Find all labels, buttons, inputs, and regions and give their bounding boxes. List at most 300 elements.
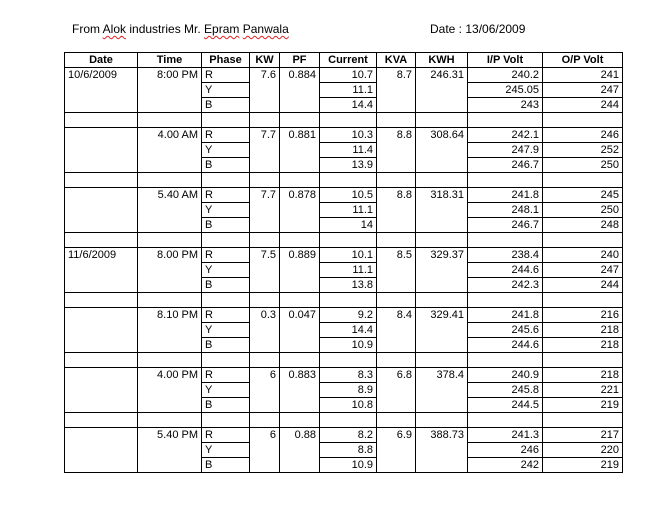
col-pf: PF	[280, 53, 320, 68]
col-date: Date	[65, 53, 138, 68]
cell-kva	[377, 338, 416, 353]
cell-kva	[377, 143, 416, 158]
cell-ip-volt: 242.1	[468, 128, 543, 143]
cell-kw	[250, 143, 280, 158]
cell-op-volt: 246	[543, 128, 623, 143]
cell-time	[138, 143, 202, 158]
cell-pf: 0.047	[280, 308, 320, 323]
empty-cell	[280, 413, 320, 428]
empty-cell	[138, 173, 202, 188]
cell-time	[138, 218, 202, 233]
col-current: Current	[320, 53, 377, 68]
empty-cell	[320, 353, 377, 368]
spacer-row	[65, 233, 623, 248]
cell-op-volt: 219	[543, 458, 623, 473]
table-row	[65, 158, 623, 173]
empty-cell	[543, 173, 623, 188]
table-row	[65, 398, 623, 413]
cell-kwh: 329.41	[416, 308, 468, 323]
cell-date	[65, 188, 138, 203]
cell-kwh	[416, 203, 468, 218]
empty-cell	[280, 113, 320, 128]
cell-phase: R	[202, 248, 250, 263]
cell-kw: 7.7	[250, 128, 280, 143]
cell-op-volt: 221	[543, 383, 623, 398]
empty-cell	[416, 233, 468, 248]
cell-kw: 0.3	[250, 308, 280, 323]
empty-cell	[377, 293, 416, 308]
cell-kva: 8.5	[377, 248, 416, 263]
cell-time	[138, 263, 202, 278]
cell-op-volt: 217	[543, 428, 623, 443]
empty-cell	[416, 413, 468, 428]
cell-kva	[377, 83, 416, 98]
cell-kva: 8.4	[377, 308, 416, 323]
cell-current: 10.5	[320, 188, 377, 203]
cell-current: 8.3	[320, 368, 377, 383]
cell-phase: R	[202, 128, 250, 143]
cell-pf: 0.88	[280, 428, 320, 443]
table-row	[65, 218, 623, 233]
cell-phase: R	[202, 308, 250, 323]
cell-date	[65, 128, 138, 143]
cell-date	[65, 383, 138, 398]
cell-time: 4.00 PM	[138, 368, 202, 383]
from-prefix: From	[72, 22, 103, 36]
empty-cell	[202, 353, 250, 368]
cell-phase: B	[202, 398, 250, 413]
empty-cell	[543, 293, 623, 308]
table-row	[65, 128, 623, 143]
empty-cell	[377, 173, 416, 188]
cell-kwh: 388.73	[416, 428, 468, 443]
empty-cell	[250, 233, 280, 248]
readings-table	[64, 52, 623, 473]
empty-cell	[377, 113, 416, 128]
empty-cell	[416, 353, 468, 368]
col-ip-volt: I/P Volt	[468, 53, 543, 68]
cell-op-volt: 218	[543, 323, 623, 338]
cell-pf: 0.884	[280, 68, 320, 83]
cell-kva: 6.8	[377, 368, 416, 383]
cell-ip-volt: 243	[468, 98, 543, 113]
cell-current: 10.1	[320, 248, 377, 263]
cell-date	[65, 218, 138, 233]
cell-time	[138, 383, 202, 398]
empty-cell	[468, 113, 543, 128]
cell-ip-volt: 244.6	[468, 263, 543, 278]
empty-cell	[468, 413, 543, 428]
cell-ip-volt: 245.05	[468, 83, 543, 98]
empty-cell	[320, 233, 377, 248]
cell-current: 10.7	[320, 68, 377, 83]
table-row	[65, 428, 623, 443]
cell-pf	[280, 458, 320, 473]
cell-kwh	[416, 263, 468, 278]
cell-pf	[280, 398, 320, 413]
cell-ip-volt: 246.7	[468, 218, 543, 233]
cell-date	[65, 158, 138, 173]
cell-kw	[250, 203, 280, 218]
cell-phase: R	[202, 188, 250, 203]
empty-cell	[280, 173, 320, 188]
cell-date	[65, 98, 138, 113]
cell-ip-volt: 242	[468, 458, 543, 473]
cell-kw	[250, 98, 280, 113]
cell-ip-volt: 238.4	[468, 248, 543, 263]
table-row	[65, 203, 623, 218]
cell-date	[65, 263, 138, 278]
table-row	[65, 68, 623, 83]
cell-time	[138, 323, 202, 338]
cell-kw: 7.6	[250, 68, 280, 83]
cell-phase: R	[202, 68, 250, 83]
cell-phase: Y	[202, 203, 250, 218]
cell-ip-volt: 244.6	[468, 338, 543, 353]
spacer-row	[65, 413, 623, 428]
spacer-row	[65, 353, 623, 368]
cell-date	[65, 308, 138, 323]
cell-time	[138, 443, 202, 458]
document-header	[72, 22, 542, 38]
cell-date	[65, 143, 138, 158]
cell-pf	[280, 98, 320, 113]
cell-pf: 0.878	[280, 188, 320, 203]
table-row	[65, 263, 623, 278]
empty-cell	[320, 113, 377, 128]
cell-pf: 0.889	[280, 248, 320, 263]
table-row	[65, 443, 623, 458]
cell-kwh	[416, 83, 468, 98]
cell-kva	[377, 323, 416, 338]
empty-cell	[320, 293, 377, 308]
cell-kw	[250, 458, 280, 473]
cell-phase: B	[202, 218, 250, 233]
cell-date	[65, 458, 138, 473]
col-phase: Phase	[202, 53, 250, 68]
col-time: Time	[138, 53, 202, 68]
table-row	[65, 323, 623, 338]
table-body	[65, 68, 623, 473]
cell-time	[138, 158, 202, 173]
empty-cell	[468, 353, 543, 368]
cell-current: 10.9	[320, 458, 377, 473]
cell-phase: B	[202, 338, 250, 353]
table-row	[65, 368, 623, 383]
table-row	[65, 338, 623, 353]
cell-kw	[250, 263, 280, 278]
table-row	[65, 143, 623, 158]
cell-op-volt: 248	[543, 218, 623, 233]
empty-cell	[202, 233, 250, 248]
empty-cell	[250, 113, 280, 128]
cell-ip-volt: 247.9	[468, 143, 543, 158]
cell-time	[138, 98, 202, 113]
cell-kw: 6	[250, 428, 280, 443]
empty-cell	[416, 293, 468, 308]
cell-kw: 7.5	[250, 248, 280, 263]
cell-kw	[250, 83, 280, 98]
cell-op-volt: 241	[543, 68, 623, 83]
cell-kva	[377, 398, 416, 413]
cell-phase: Y	[202, 323, 250, 338]
cell-kw: 6	[250, 368, 280, 383]
cell-pf	[280, 323, 320, 338]
empty-cell	[250, 293, 280, 308]
from-line	[72, 22, 289, 36]
empty-cell	[202, 413, 250, 428]
cell-kwh: 378.4	[416, 368, 468, 383]
cell-current: 14.4	[320, 323, 377, 338]
table-row	[65, 248, 623, 263]
col-kva: KVA	[377, 53, 416, 68]
cell-kva: 8.7	[377, 68, 416, 83]
empty-cell	[250, 353, 280, 368]
cell-op-volt: 245	[543, 188, 623, 203]
empty-cell	[250, 173, 280, 188]
cell-ip-volt: 245.6	[468, 323, 543, 338]
cell-kva	[377, 218, 416, 233]
cell-kw	[250, 323, 280, 338]
empty-cell	[138, 293, 202, 308]
cell-kw	[250, 398, 280, 413]
cell-kva	[377, 383, 416, 398]
cell-kva	[377, 278, 416, 293]
cell-current: 8.2	[320, 428, 377, 443]
cell-phase: B	[202, 158, 250, 173]
empty-cell	[280, 353, 320, 368]
from-company: Alok	[102, 22, 127, 36]
cell-current: 14	[320, 218, 377, 233]
empty-cell	[202, 293, 250, 308]
cell-kwh	[416, 338, 468, 353]
cell-current: 13.8	[320, 278, 377, 293]
cell-time	[138, 458, 202, 473]
cell-ip-volt: 241.3	[468, 428, 543, 443]
cell-phase: B	[202, 278, 250, 293]
cell-phase: Y	[202, 143, 250, 158]
cell-ip-volt: 242.3	[468, 278, 543, 293]
cell-kva: 6.9	[377, 428, 416, 443]
cell-ip-volt: 240.2	[468, 68, 543, 83]
col-op-volt: O/P Volt	[543, 53, 623, 68]
empty-cell	[65, 353, 138, 368]
cell-kwh	[416, 143, 468, 158]
cell-kw	[250, 443, 280, 458]
cell-kw	[250, 218, 280, 233]
cell-phase: B	[202, 458, 250, 473]
cell-ip-volt: 246.7	[468, 158, 543, 173]
cell-phase: Y	[202, 383, 250, 398]
cell-current: 10.9	[320, 338, 377, 353]
cell-kwh: 308.64	[416, 128, 468, 143]
cell-ip-volt: 241.8	[468, 308, 543, 323]
cell-date	[65, 278, 138, 293]
cell-kw	[250, 383, 280, 398]
cell-phase: B	[202, 98, 250, 113]
cell-time: 8:00 PM	[138, 68, 202, 83]
empty-cell	[320, 173, 377, 188]
cell-op-volt: 244	[543, 98, 623, 113]
empty-cell	[202, 173, 250, 188]
empty-cell	[202, 113, 250, 128]
cell-kwh: 318.31	[416, 188, 468, 203]
cell-ip-volt: 248.1	[468, 203, 543, 218]
cell-kwh	[416, 443, 468, 458]
empty-cell	[138, 113, 202, 128]
cell-phase: Y	[202, 83, 250, 98]
cell-date	[65, 338, 138, 353]
empty-cell	[65, 173, 138, 188]
empty-cell	[416, 113, 468, 128]
table-row	[65, 308, 623, 323]
cell-pf	[280, 338, 320, 353]
cell-time	[138, 398, 202, 413]
cell-date	[65, 203, 138, 218]
cell-pf	[280, 278, 320, 293]
spacer-row	[65, 293, 623, 308]
cell-pf	[280, 218, 320, 233]
cell-op-volt: 220	[543, 443, 623, 458]
cell-ip-volt: 241.8	[468, 188, 543, 203]
cell-op-volt: 218	[543, 338, 623, 353]
table-row	[65, 278, 623, 293]
cell-pf	[280, 203, 320, 218]
cell-pf	[280, 83, 320, 98]
table-row	[65, 98, 623, 113]
cell-kwh	[416, 398, 468, 413]
cell-current: 14.4	[320, 98, 377, 113]
cell-date	[65, 368, 138, 383]
cell-current: 11.4	[320, 143, 377, 158]
empty-cell	[280, 233, 320, 248]
cell-kwh	[416, 278, 468, 293]
cell-time	[138, 83, 202, 98]
table-row	[65, 188, 623, 203]
cell-kwh	[416, 98, 468, 113]
cell-kw	[250, 338, 280, 353]
table-row	[65, 83, 623, 98]
cell-pf	[280, 158, 320, 173]
cell-pf	[280, 263, 320, 278]
cell-time	[138, 338, 202, 353]
cell-phase: R	[202, 368, 250, 383]
cell-kva: 8.8	[377, 188, 416, 203]
cell-kva	[377, 263, 416, 278]
empty-cell	[65, 413, 138, 428]
cell-kwh	[416, 323, 468, 338]
cell-op-volt: 247	[543, 263, 623, 278]
cell-ip-volt: 245.8	[468, 383, 543, 398]
empty-cell	[138, 233, 202, 248]
cell-op-volt: 250	[543, 203, 623, 218]
cell-pf	[280, 143, 320, 158]
cell-current: 11.1	[320, 83, 377, 98]
table-row	[65, 383, 623, 398]
cell-current: 11.1	[320, 203, 377, 218]
cell-date	[65, 428, 138, 443]
empty-cell	[543, 353, 623, 368]
cell-kva	[377, 158, 416, 173]
cell-kwh: 246.31	[416, 68, 468, 83]
cell-kva	[377, 98, 416, 113]
empty-cell	[138, 413, 202, 428]
cell-kva	[377, 443, 416, 458]
cell-current: 10.8	[320, 398, 377, 413]
cell-date	[65, 83, 138, 98]
cell-time	[138, 278, 202, 293]
header-row	[65, 53, 623, 68]
cell-kwh	[416, 158, 468, 173]
cell-phase: Y	[202, 263, 250, 278]
cell-time	[138, 203, 202, 218]
cell-time: 8.10 PM	[138, 308, 202, 323]
cell-date	[65, 443, 138, 458]
cell-phase: R	[202, 428, 250, 443]
empty-cell	[416, 173, 468, 188]
empty-cell	[377, 413, 416, 428]
cell-kwh	[416, 383, 468, 398]
cell-op-volt: 216	[543, 308, 623, 323]
cell-kw	[250, 278, 280, 293]
cell-time: 5.40 PM	[138, 428, 202, 443]
cell-pf	[280, 443, 320, 458]
spacer-row	[65, 173, 623, 188]
empty-cell	[280, 293, 320, 308]
cell-kva: 8.8	[377, 128, 416, 143]
cell-current: 8.9	[320, 383, 377, 398]
cell-kw	[250, 158, 280, 173]
cell-current: 11.1	[320, 263, 377, 278]
cell-op-volt: 252	[543, 143, 623, 158]
empty-cell	[65, 293, 138, 308]
cell-kva	[377, 203, 416, 218]
cell-current: 13.9	[320, 158, 377, 173]
cell-kw: 7.7	[250, 188, 280, 203]
empty-cell	[65, 233, 138, 248]
empty-cell	[377, 353, 416, 368]
cell-current: 10.3	[320, 128, 377, 143]
cell-pf: 0.881	[280, 128, 320, 143]
empty-cell	[468, 293, 543, 308]
empty-cell	[138, 353, 202, 368]
empty-cell	[543, 233, 623, 248]
report-date: Date : 13/06/2009	[430, 22, 526, 36]
cell-op-volt: 247	[543, 83, 623, 98]
cell-op-volt: 244	[543, 278, 623, 293]
empty-cell	[250, 413, 280, 428]
from-last-name: Panwala	[242, 22, 289, 36]
cell-kva	[377, 458, 416, 473]
cell-current: 9.2	[320, 308, 377, 323]
cell-date	[65, 398, 138, 413]
empty-cell	[468, 173, 543, 188]
cell-time: 5.40 AM	[138, 188, 202, 203]
col-kw: KW	[250, 53, 280, 68]
cell-time: 8.00 PM	[138, 248, 202, 263]
cell-phase: Y	[202, 443, 250, 458]
cell-time: 4.00 AM	[138, 128, 202, 143]
cell-kwh	[416, 458, 468, 473]
cell-pf: 0.883	[280, 368, 320, 383]
table-row	[65, 458, 623, 473]
cell-pf	[280, 383, 320, 398]
cell-op-volt: 218	[543, 368, 623, 383]
spacer-row	[65, 113, 623, 128]
cell-op-volt: 250	[543, 158, 623, 173]
empty-cell	[543, 413, 623, 428]
col-kwh: KWH	[416, 53, 468, 68]
